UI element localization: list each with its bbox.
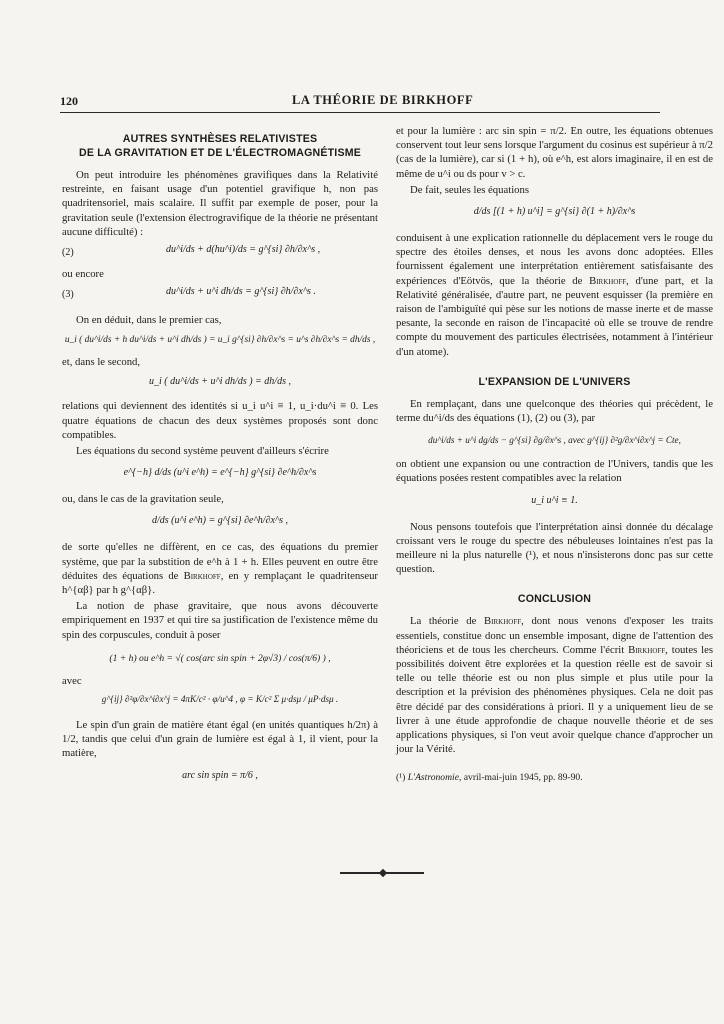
page-header	[60, 94, 660, 113]
section-title-conclusion: CONCLUSION	[517, 593, 592, 606]
equation: du^i/ds + u^i dg/ds − g^{si} ∂g/∂x^s , avec g^{ij} ∂²g/∂x^i∂x^j = Cte,	[428, 435, 681, 446]
equation: (1 + h) ou e^h = √( cos(arc sin spin + 2φ√3) / cos(π/6) ) ,	[109, 652, 331, 664]
equation: u_i u^i ≡ 1.	[531, 494, 578, 506]
paragraph	[62, 540, 378, 597]
paragraph-text: conduisent à une explication rationnelle du déplacement vers le rouge du spectre des étoiles denses, et nous les avons donc adoptées. Elles fournissent également une interprétation entièrement satisfaisante des expériences d'Eötvös, que la théorie de	[396, 232, 713, 287]
equation-3-row	[62, 283, 378, 307]
paragraph: relations qui deviennent des identités si u_i u^i ≡ 1, u_i·du^i ≡ 0. Les quatre équations de chacun des deux systèmes proposés sont donc compatibles.	[62, 400, 378, 441]
end-ornament	[340, 872, 424, 874]
paragraph-text: La théorie de	[410, 615, 485, 628]
paragraph: et pour la lumière : arc sin spin = π/2. En outre, les équations obtenues conservent tout leur sens lorsque l'argument du cosinus est supérieur à π/2 (cas de la lumière), car si (1 + h), où e^h, est alors imaginaire, il en est de même de u^i ou ds pour v > c.	[396, 125, 713, 180]
left-column	[62, 132, 378, 783]
footnote-text: , avril-mai-juin 1945, pp. 89-90.	[458, 771, 583, 783]
footnote-mark: (¹)	[396, 771, 406, 783]
equation: u_i ( du^i/ds + h du^i/ds + u^i dh/ds ) = u_i g^{si} ∂h/∂x^s = u^s ∂h/∂x^s = dh/ds ,	[64, 335, 376, 346]
equation-body: du^i/ds + d(hu^i)/ds = g^{si} ∂h/∂x^s ,	[166, 244, 321, 256]
paragraph: De fait, seules les équations	[410, 183, 530, 196]
section-title-syntheses	[62, 132, 378, 160]
page-number: 120	[60, 94, 78, 108]
inline-text: avec	[62, 674, 82, 687]
equation: d/ds (u^i e^h) = g^{si} ∂e^h/∂x^s ,	[152, 515, 288, 527]
equation: d/ds [(1 + h) u^i] = g^{si} ∂(1 + h)/∂x^s	[473, 206, 636, 218]
equation: g^{ij} ∂²φ/∂x^i∂x^j = 4πK/c² · φ/u^4 , φ = K/c² Σ μ·dsμ / μP·dsμ .	[101, 694, 339, 705]
paragraph: Nous pensons toutefois que l'interprétation ainsi donnée du décalage croissant vers le rouge du spectre des nébuleuses lointaines n'est pas la meilleure ni la plus naturelle (¹), et nous n'insisterons donc pas sur cette question.	[396, 520, 713, 576]
paragraph: Le spin d'un grain de matière étant égal (en unités quantiques h/2π) à 1/2, tandis que celui d'un grain de lumière est égal à 1, il vient, pour la matière,	[62, 719, 378, 760]
paragraph: On peut introduire les phénomènes gravifiques dans la Relativité restreinte, en faisant usage d'un potentiel gravifique h, non pas quadritensoriel, mais scalaire. Il suffit par exemple de poser, pour la gravitation seule (l'extension électrogravifique de la théorie ne présentant aucune difficulté) :	[62, 169, 378, 238]
footnote	[396, 771, 713, 784]
paragraph: et, dans le second,	[62, 356, 141, 369]
author-name: Birkhoff	[484, 615, 522, 628]
paragraph: on obtient une expansion ou une contraction de l'Univers, tandis que les équations posées restent compatibles avec la relation	[396, 458, 713, 485]
equation-number: (3)	[62, 289, 74, 301]
paragraph-text: de sorte qu'elles ne diffèrent, en ce cas, des équations du premier système, que par la substition de e^h à 1 + h. Elles peuvent en outre être déduites des équations de	[62, 541, 378, 582]
equation-body: du^i/ds + u^i dh/ds = g^{si} ∂h/∂x^s .	[166, 286, 316, 298]
paragraph-text: , dont nous venons d'exposer les traits essentiels, constitue donc un ensemble imposant, digne de l'attention des théoriciens et de tous les chercheurs. Comme l'écrit	[396, 615, 713, 656]
equation-2	[62, 241, 378, 265]
paragraph: On en déduit, dans le premier cas,	[76, 314, 222, 327]
paragraph: En remplaçant, dans une quelconque des théories qui précèdent, le terme du^i/ds des équations (1), (2) ou (3), par	[396, 397, 713, 425]
paragraph: Les équations du second système peuvent d'ailleurs s'écrire	[76, 445, 329, 458]
inline-text: ou encore	[62, 268, 104, 281]
equation: e^{−h} d/ds (u^i e^h) = e^{−h} g^{si} ∂e^h/∂x^s	[123, 467, 317, 479]
equation: u_i ( du^i/ds + u^i dh/ds ) = dh/ds ,	[149, 376, 291, 388]
author-name: Birkhoff	[589, 274, 627, 287]
paragraph: ou, dans le cas de la gravitation seule,	[62, 493, 224, 506]
section-title-expansion: L'EXPANSION DE L'UNIVERS	[478, 375, 631, 388]
section-title-line-1: AUTRES SYNTHÈSES RELATIVISTES	[122, 133, 318, 145]
paragraph: La notion de phase gravitaire, que nous avons découverte empiriquement en 1937 et qui tire sa justification de l'existence même du spin des corpuscules, conduit à poser	[62, 600, 378, 641]
paragraph-text: , d'une part, et la Relativité généralisée, d'autre part, ne peuvent esquisser (la première en raison de l'ambiguïté qui pèse sur les notions de masse inerte et de masse pesante, la seconde en raison de l'incapacité où elle se trouve de rendre compte du mouvement des particules électrisées, notamment à l'intérieur d'un atome).	[396, 274, 713, 358]
paragraph-text: , en y remplaçant le quadritenseur h^{αβ} par h g^{αβ}.	[62, 569, 378, 597]
footnote-source: L'Astronomie	[407, 771, 459, 783]
author-name: Birkhoff	[628, 643, 666, 656]
right-column	[396, 124, 713, 784]
paragraph	[396, 614, 713, 756]
running-title: LA THÉORIE DE BIRKHOFF	[292, 93, 474, 107]
paragraph	[396, 231, 713, 359]
section-title-line-2: DE LA GRAVITATION ET DE L'ÉLECTROMAGNÉTISME	[78, 147, 362, 159]
equation: arc sin spin = π/6 ,	[182, 769, 258, 781]
paragraph-text: , toutes les possibilités doivent être explorées et la question réelle est de savoir si telle ou telle théorie est ou non plus simple et plus utile pour la description et la prévision des phénomènes physiques. Cela ne doit pas être décidé par des considérations à priori. Il y a uniquement lieu de se livrer à une étude approfondie de chaque nouvelle théorie et de ses applications physiques, si l'on veut avoir quelque chance d'approcher un jour la Vérité.	[396, 643, 713, 756]
equation-number: (2)	[62, 247, 74, 259]
author-name: Birkhoff	[183, 569, 221, 582]
